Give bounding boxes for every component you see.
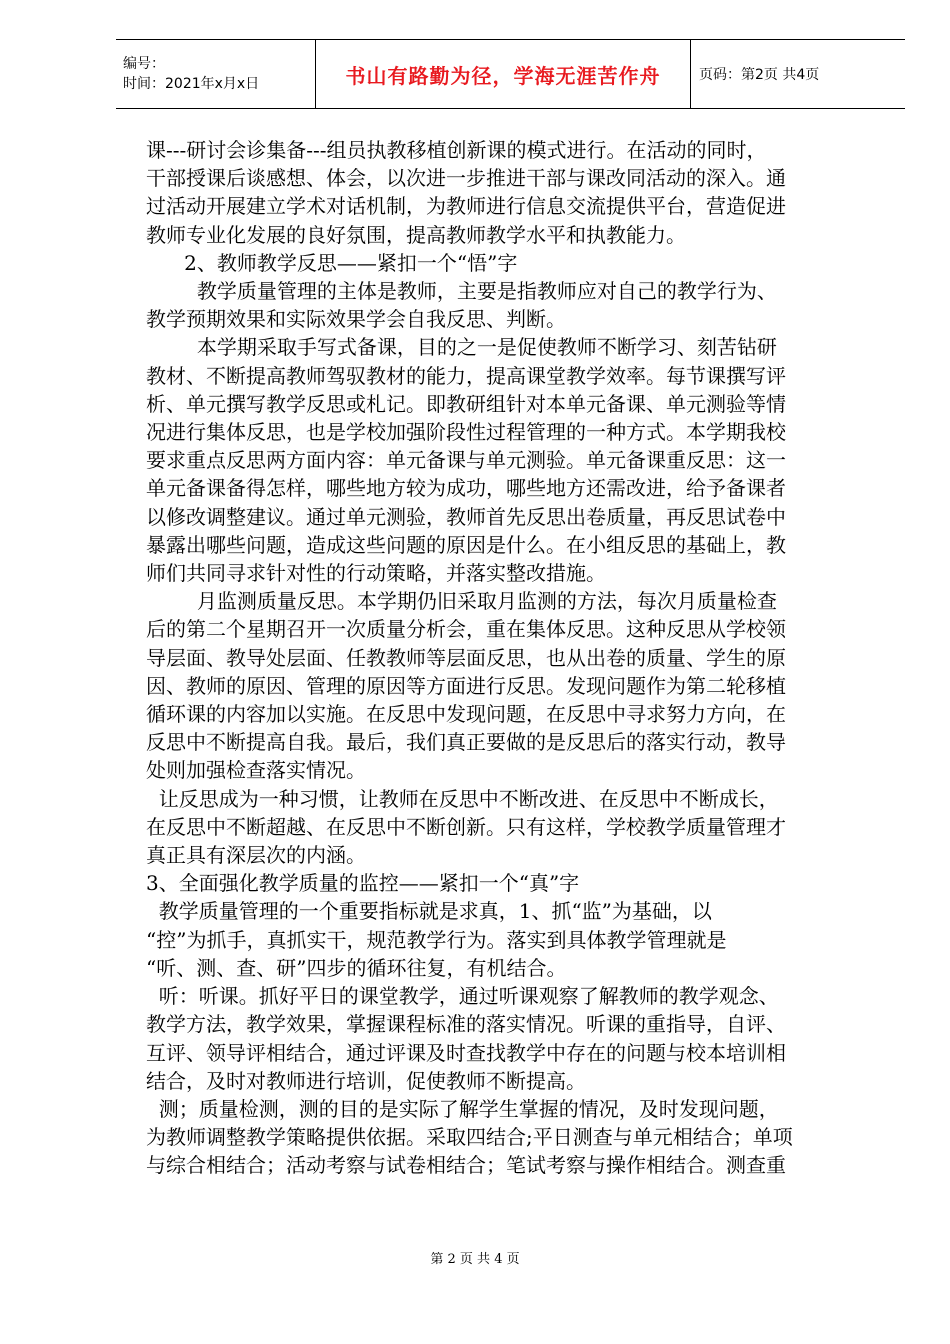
body-line: 况进行集体反思，也是学校加强阶段性过程管理的一种方式。本学期我校: [146, 420, 786, 445]
motto: 书山有路勤为径，学海无涯苦作舟: [345, 63, 661, 88]
body-line: 导层面、教导处层面、任教教师等层面反思，也从出卷的质量、学生的原: [146, 645, 786, 670]
body-line: 教学质量管理的一个重要指标就是求真，1、抓“监”为基础，以: [146, 899, 712, 924]
body-line: 结合，及时对教师进行培训，促使教师不断提高。: [146, 1068, 586, 1093]
body-line: 反思中不断提高自我。最后，我们真正要做的是反思后的落实行动，教导: [146, 730, 786, 755]
body-line: 3、全面强化教学质量的监控——紧扣一个“真”字: [146, 871, 580, 896]
number-label: 编号：: [123, 56, 165, 72]
body-line: 过活动开展建立学术对话机制，为教师进行信息交流提供平台，营造促进: [146, 194, 786, 219]
body-line: 单元备课备得怎样，哪些地方较为成功，哪些地方还需改进，给予备课者: [146, 476, 786, 501]
body-line: 互评、领导评相结合，通过评课及时查找教学中存在的问题与校本培训相: [146, 1040, 786, 1065]
body-line: 课---研讨会诊集备---组员执教移植创新课的模式进行。在活动的同时，: [146, 138, 767, 162]
body-line: 要求重点反思两方面内容：单元备课与单元测验。单元备课重反思：这一: [146, 448, 786, 473]
body-line: 为教师调整教学策略提供依据。采取四结合;平日测查与单元相结合；单项: [146, 1125, 793, 1150]
body-line: 教学方法，教学效果，掌握课程标准的落实情况。听课的重指导，自评、: [146, 1012, 786, 1037]
header-motto-cell: [316, 40, 691, 108]
body-line: 让反思成为一种习惯，让教师在反思中不断改进、在反思中不断成长，: [146, 786, 779, 811]
body-line: 暴露出哪些问题，造成这些问题的原因是什么。在小组反思的基础上，教: [146, 532, 786, 557]
body-line: 本学期采取手写式备课，目的之一是促使教师不断学习、刻苦钻研: [146, 335, 777, 360]
body-line: 因、教师的原因、管理的原因等方面进行反思。发现问题作为第二轮移植: [146, 673, 786, 698]
body-line: 2、教师教学反思——紧扣一个“悟”字: [146, 250, 518, 275]
body-line: 月监测质量反思。本学期仍旧采取月监测的方法，每次月质量检查: [146, 589, 777, 614]
body-line: 与综合相结合；活动考察与试卷相结合；笔试考察与操作相结合。测查重: [146, 1153, 786, 1178]
header-meta: [116, 40, 316, 108]
body-line: 教学预期效果和实际效果学会自我反思、判断。: [146, 307, 566, 332]
body-line: “听、测、查、研”四步的循环往复，有机结合。: [146, 955, 567, 980]
body-line: 真正具有深层次的内涵。: [146, 843, 366, 868]
body-line: 循环课的内容加以实施。在反思中发现问题，在反思中寻求努力方向，在: [146, 702, 786, 727]
body-line: 测；质量检测，测的目的是实际了解学生掌握的情况，及时发现问题，: [146, 1096, 779, 1121]
body-line: 后的第二个星期召开一次质量分析会，重在集体反思。这种反思从学校领: [146, 617, 786, 642]
body-line: 析、单元撰写教学反思或札记。即教研组针对本单元备课、单元测验等情: [146, 391, 786, 416]
body-line: 听：听课。抓好平日的课堂教学，通过听课观察了解教师的教学观念、: [146, 984, 779, 1009]
body-line: 教材、不断提高教师驾驭教材的能力，提高课堂教学效率。每节课撰写评: [146, 363, 786, 388]
document-header: [116, 39, 905, 109]
body-line: 在反思中不断超越、在反思中不断创新。只有这样，学校教学质量管理才: [146, 814, 786, 839]
body-line: 教学质量管理的主体是教师，主要是指教师应对自己的教学行为、: [146, 279, 777, 304]
page-footer: 第 2 页 共 4 页: [430, 1252, 520, 1267]
body-line: “控”为抓手，真抓实干，规范教学行为。落实到具体教学管理就是: [146, 927, 727, 952]
body-line: 教师专业化发展的良好氛围，提高教师教学水平和执教能力。: [146, 222, 686, 247]
body-line: 干部授课后谈感想、体会，以次进一步推进干部与课改同活动的深入。通: [146, 166, 786, 191]
body-line: 以修改调整建议。通过单元测验，教师首先反思出卷质量，再反思试卷中: [146, 504, 786, 529]
header-page-cell: [691, 40, 905, 108]
body-line: 处则加强检查落实情况。: [146, 758, 366, 783]
body-line: 师们共同寻求针对性的行动策略，并落实整改措施。: [146, 561, 606, 586]
time-label: 时间：2021年x月x日: [123, 76, 260, 92]
page-label: 页码：第2页 共4页: [699, 67, 820, 83]
body-text: [146, 136, 866, 1180]
